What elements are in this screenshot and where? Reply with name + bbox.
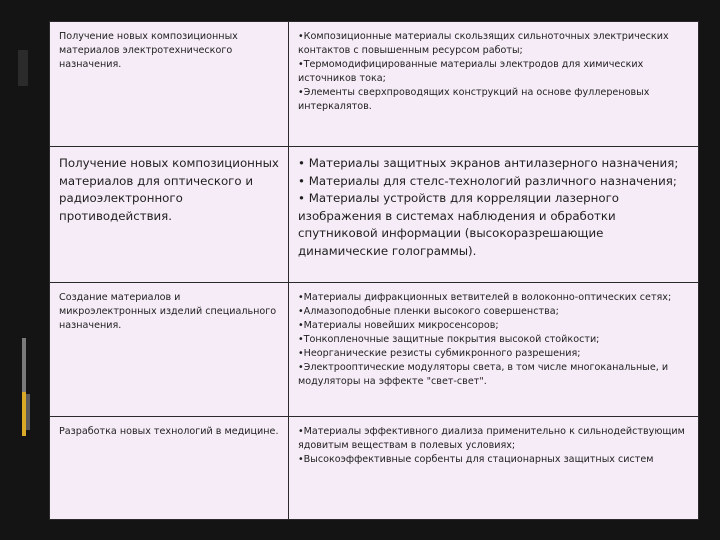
table-row — [50, 283, 699, 417]
row-items-cell — [289, 22, 699, 147]
row-items-cell — [289, 417, 699, 520]
row-title-cell: Разработка новых технологий в медицине. — [50, 417, 289, 520]
list-item: •Материалы эффективного диализа применительно к сильнодействующим ядовитым веществам в полевых условиях; — [298, 426, 685, 451]
list-item: •Термомодифицированные материалы электродов для химических источников тока; — [298, 59, 644, 84]
list-item: • Материалы устройств для корреляции лазерного изображения в системах наблюдения и обработки спутниковой информации (высокоразрешающие динамические голограммы). — [298, 191, 620, 258]
row-title-cell: Получение новых композиционных материалов для оптического и радиоэлектронного противодействия. — [50, 147, 289, 283]
list-item: •Композиционные материалы скользящих сильноточных электрических контактов с повышенным ресурсом работы; — [298, 31, 669, 56]
list-item: •Электрооптические модуляторы света, в том числе многоканальные, и модуляторы на эффекте "свет-свет". — [298, 362, 669, 387]
materials-table — [49, 21, 699, 520]
row-items-cell — [289, 147, 699, 283]
list-item: •Тонкопленочные защитные покрытия высокой стойкости; — [298, 334, 600, 345]
decorative-bar-dark — [18, 50, 28, 86]
table-row — [50, 417, 699, 520]
list-item: •Высокоэффективные сорбенты для стационарных защитных систем — [298, 454, 654, 465]
row-title-cell: Создание материалов и микроэлектронных изделий специального назначения. — [50, 283, 289, 417]
list-item: •Элементы сверхпроводящих конструкций на основе фуллереновых интеркалятов. — [298, 87, 650, 112]
list-item: •Неорганические резисты субмикронного разрешения; — [298, 348, 581, 359]
list-item: • Материалы для стелс-технологий различного назначения; — [298, 173, 677, 188]
list-item: •Материалы дифракционных ветвителей в волоконно-оптических сетях; — [298, 292, 672, 303]
list-item: • Материалы защитных экранов антилазерного назначения; — [298, 156, 679, 170]
table-row — [50, 147, 699, 283]
list-item: •Алмазоподобные пленки высокого совершенства; — [298, 306, 559, 317]
decorative-bar-gray — [22, 338, 26, 396]
row-items-cell — [289, 283, 699, 417]
row-title-cell: Получение новых композиционных материалов электротехнического назначения. — [50, 22, 289, 147]
list-item: •Материалы новейших микросенсоров; — [298, 320, 499, 331]
table-row — [50, 22, 699, 147]
decorative-bar-gray-2 — [26, 394, 30, 430]
